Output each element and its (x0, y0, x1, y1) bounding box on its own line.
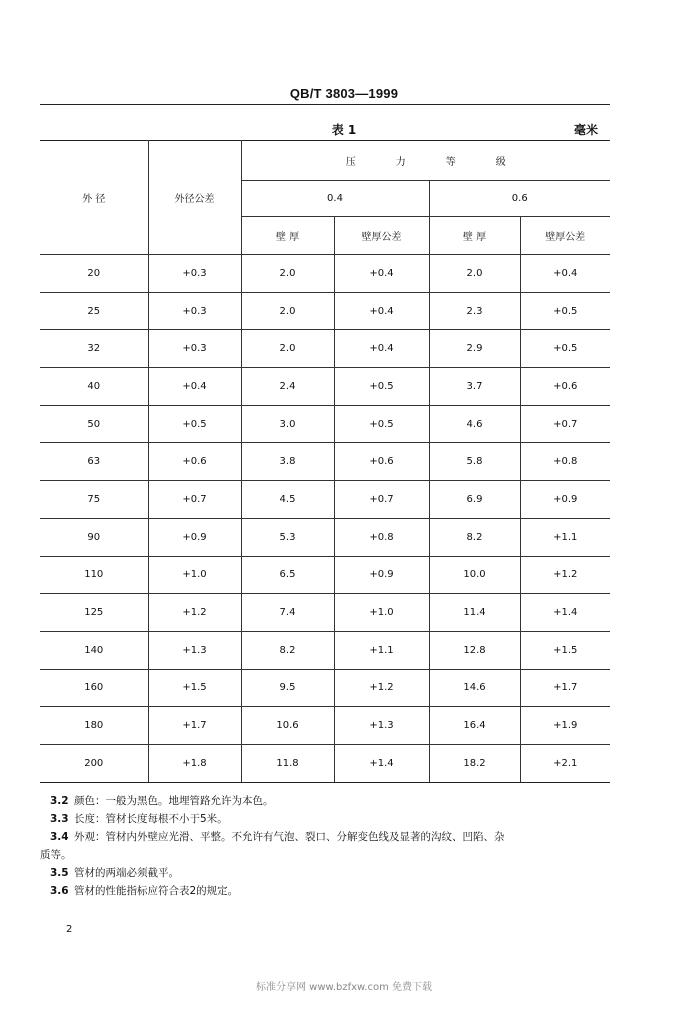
table-cell: +1.7 (148, 707, 241, 745)
notes-section (40, 792, 615, 900)
table-cell: 140 (40, 631, 148, 669)
table-row (40, 481, 610, 519)
table-cell: 2.0 (241, 255, 334, 293)
table-cell: +0.4 (334, 292, 429, 330)
table-cell: +1.9 (520, 707, 610, 745)
table-cell: 4.5 (241, 481, 334, 519)
table-cell: +0.5 (520, 292, 610, 330)
note-3-4-continuation: 质等。 (40, 849, 72, 861)
table-cell: 6.9 (429, 481, 520, 519)
spec-table-body (40, 255, 610, 783)
table-cell: 110 (40, 556, 148, 594)
table-row (40, 518, 610, 556)
table-cell: +1.8 (148, 744, 241, 782)
table-cell: 2.3 (429, 292, 520, 330)
table-cell: 10.6 (241, 707, 334, 745)
table-cell: 11.8 (241, 744, 334, 782)
table-cell: +0.4 (148, 368, 241, 406)
page-number: 2 (66, 924, 73, 935)
note-3-6: 3.6 管材的性能指标应符合表2的规定。 (50, 885, 239, 897)
table-cell: 180 (40, 707, 148, 745)
table-cell: 3.8 (241, 443, 334, 481)
table-cell: 2.4 (241, 368, 334, 406)
table-cell: +1.0 (148, 556, 241, 594)
spec-table (40, 140, 610, 783)
subheader-wall-tol-a: 壁厚公差 (334, 217, 429, 255)
table-cell: +0.6 (334, 443, 429, 481)
header-grade-0-4: 0.4 (241, 181, 429, 217)
table-cell: 63 (40, 443, 148, 481)
table-cell: +1.5 (520, 631, 610, 669)
table-cell: 11.4 (429, 594, 520, 632)
table-cell: 10.0 (429, 556, 520, 594)
table-cell: 40 (40, 368, 148, 406)
note-3-4: 3.4 外观：管材内外壁应光滑、平整。不允许有气泡、裂口、分解变色线及显著的沟纹、凹陷、杂 (50, 831, 505, 843)
table-cell: +1.1 (520, 518, 610, 556)
table-cell: +0.8 (520, 443, 610, 481)
table-row (40, 368, 610, 406)
note-3-3: 3.3 长度：管材长度每根不小于5米。 (50, 813, 228, 825)
table-unit: 毫米 (574, 123, 599, 137)
note-3-2: 3.2 颜色：一般为黑色。地埋管路允许为本色。 (50, 795, 274, 807)
table-cell: +0.5 (148, 405, 241, 443)
table-cell: +0.5 (520, 330, 610, 368)
table-row (40, 405, 610, 443)
table-cell: +0.5 (334, 368, 429, 406)
table-cell: 16.4 (429, 707, 520, 745)
table-cell: 14.6 (429, 669, 520, 707)
table-cell: 200 (40, 744, 148, 782)
table-cell: 160 (40, 669, 148, 707)
table-cell: +1.7 (520, 669, 610, 707)
table-cell: +0.7 (334, 481, 429, 519)
table-cell: +0.6 (520, 368, 610, 406)
table-cell: +1.0 (334, 594, 429, 632)
note-3-5: 3.5 管材的两端必须截平。 (50, 867, 179, 879)
table-cell: 8.2 (429, 518, 520, 556)
table-cell: +1.2 (334, 669, 429, 707)
table-cell: +1.5 (148, 669, 241, 707)
header-outer-diameter: 外 径 (40, 141, 148, 255)
table-cell: +0.4 (334, 330, 429, 368)
subheader-wall-tol-b: 壁厚公差 (520, 217, 610, 255)
table-cell: 5.8 (429, 443, 520, 481)
table-cell: 18.2 (429, 744, 520, 782)
table-cell: 6.5 (241, 556, 334, 594)
table-cell: +0.9 (520, 481, 610, 519)
table-cell: +1.2 (148, 594, 241, 632)
table-cell: 9.5 (241, 669, 334, 707)
table-cell: 3.0 (241, 405, 334, 443)
table-cell: 3.7 (429, 368, 520, 406)
header-grade-0-6: 0.6 (429, 181, 610, 217)
table-row (40, 330, 610, 368)
table-row (40, 594, 610, 632)
table-row (40, 255, 610, 293)
table-cell: +0.8 (334, 518, 429, 556)
table-cell: 20 (40, 255, 148, 293)
table-cell: 2.0 (241, 330, 334, 368)
table-cell: +0.7 (520, 405, 610, 443)
table-cell: +0.3 (148, 255, 241, 293)
table-cell: +0.3 (148, 292, 241, 330)
table-cell: +0.4 (520, 255, 610, 293)
table-cell: 7.4 (241, 594, 334, 632)
header-pressure-grade: 压力等级 (241, 141, 610, 181)
table-cell: +1.1 (334, 631, 429, 669)
table-cell: +1.2 (520, 556, 610, 594)
table-cell: 12.8 (429, 631, 520, 669)
table-cell: +0.4 (334, 255, 429, 293)
table-cell: 25 (40, 292, 148, 330)
table-cell: 2.9 (429, 330, 520, 368)
table-row (40, 556, 610, 594)
table-row (40, 744, 610, 782)
header-od-tolerance: 外径公差 (148, 141, 241, 255)
table-row (40, 292, 610, 330)
subheader-wall-b: 壁 厚 (429, 217, 520, 255)
table-cell: 2.0 (429, 255, 520, 293)
table-cell: +2.1 (520, 744, 610, 782)
table-row (40, 707, 610, 745)
table-row (40, 669, 610, 707)
subheader-wall-a: 壁 厚 (241, 217, 334, 255)
table-cell: 125 (40, 594, 148, 632)
table-cell: 32 (40, 330, 148, 368)
table-cell: +0.9 (334, 556, 429, 594)
table-cell: 50 (40, 405, 148, 443)
table-cell: 75 (40, 481, 148, 519)
table-cell: +0.9 (148, 518, 241, 556)
table-cell: +1.3 (148, 631, 241, 669)
table-cell: +0.6 (148, 443, 241, 481)
table-cell: +0.7 (148, 481, 241, 519)
table-row (40, 631, 610, 669)
table-cell: 8.2 (241, 631, 334, 669)
table-cell: +0.3 (148, 330, 241, 368)
table-cell: +1.4 (520, 594, 610, 632)
watermark-footer: 标准分享网 www.bzfxw.com 免费下载 (256, 982, 432, 993)
table-cell: 2.0 (241, 292, 334, 330)
table-cell: 90 (40, 518, 148, 556)
table-cell: +0.5 (334, 405, 429, 443)
header-rule (40, 104, 610, 105)
standard-code-header: QB/T 3803—1999 (289, 86, 399, 101)
table-title: 表 1 (331, 123, 357, 137)
table-cell: 4.6 (429, 405, 520, 443)
table-cell: 5.3 (241, 518, 334, 556)
table-cell: +1.4 (334, 744, 429, 782)
table-row (40, 443, 610, 481)
table-cell: +1.3 (334, 707, 429, 745)
